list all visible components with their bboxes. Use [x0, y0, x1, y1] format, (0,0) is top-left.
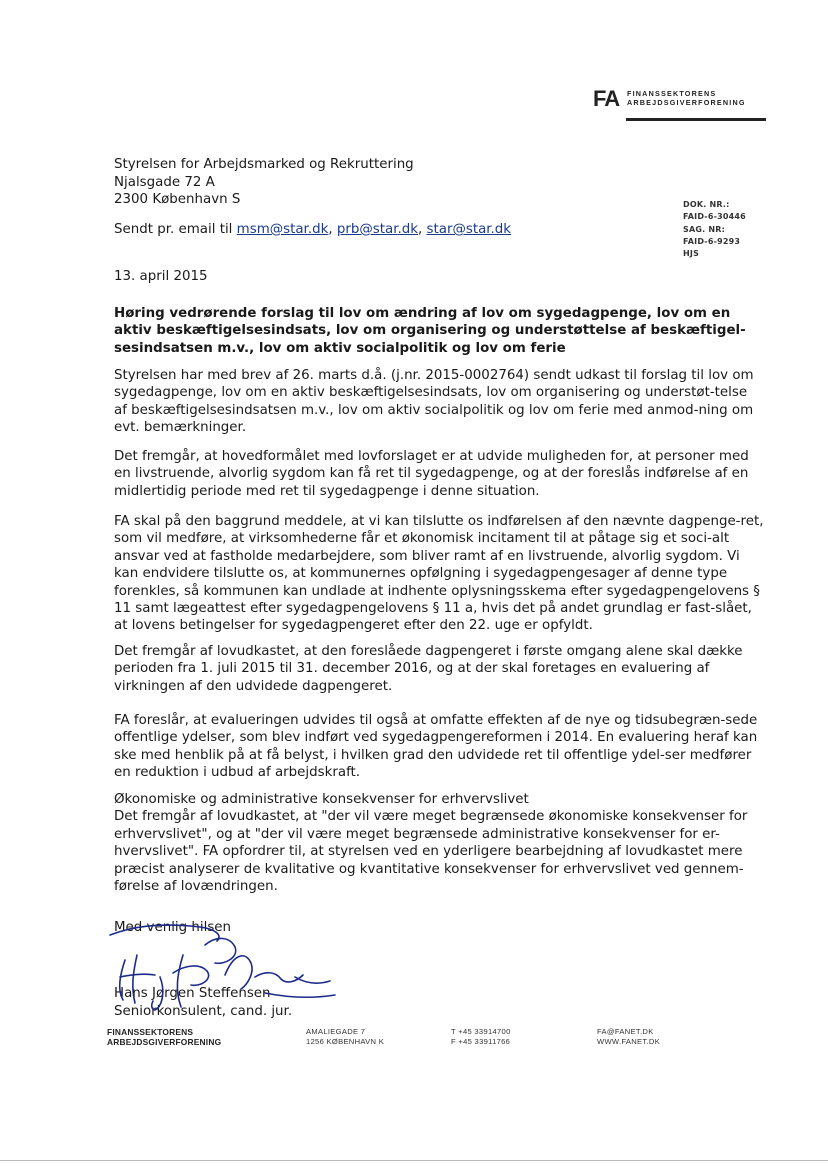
paragraph-3 [114, 513, 764, 635]
sag-value: FAID-6-9293 [683, 236, 741, 246]
paragraph-1 [114, 367, 764, 437]
footer-website[interactable]: WWW.FANET.DK [597, 1037, 661, 1046]
paragraph-4 [114, 643, 764, 695]
paragraph-5-text: FA foreslår, at evalueringen udvides til også at omfatte effekten af de nye og tidsubegræn-sede offentlige ydelser, som blev indført ved sygedagpengereformen i 2014. En evaluering heraf kan ske med henblik på at få belyst, i hvilken grad den udvidede ret til offentlige ydel-ser medfører en reduktion i udbud af arbejdskraft. [114, 713, 758, 781]
handwritten-signature [105, 915, 345, 1015]
footer-address [306, 1027, 384, 1047]
logo-bar [626, 118, 766, 121]
subject-heading: Høring vedrørende forslag til lov om ændring af lov om sygedagpenge, lov om en aktiv beskæftigelsesindsats, lov om organisering og understøttelse af beskæftigel-sesindsatsen m.v., lov om aktiv socialpolitik og lov om ferie [114, 306, 746, 356]
logo-line-1: FINANSSEKTORENS [627, 89, 717, 98]
closing-greeting: Med venlig hilsen [114, 920, 232, 935]
logo-line-2: ARBEJDSGIVERFORENING [627, 98, 746, 107]
footer-phone [451, 1027, 511, 1047]
letter-date: 13. april 2015 [114, 269, 208, 284]
dok-label: DOK. NR.: [683, 200, 730, 209]
paragraph-6-heading: Økonomiske og administrative konsekvenser for erhvervslivet [114, 792, 529, 807]
signatory-title: Seniorkonsulent, cand. jur. [114, 1004, 293, 1019]
paragraph-3-text: FA skal på den baggrund meddele, at vi kan tilslutte os indførelsen af den nævnte dagpenge-ret, som vil medføre, at virksomhederne får et økonomisk incitament til at påtage sig et soci-alt ansvar ved at fastholde medarbejdere, som bliver ramt af en livstruende, alvorlig sygdom. Vi kan endvidere tilslutte os, at kommunernes opfølgning i sygedagpengesager af denne type forenkles, så kommunen kan undlade at indhente oplysningsskema efter sygedagpengelovens § 11 samt lægeattest efter sygedagpengelovens § 11 a, hvis det på andet grundlag er fast-slået, at lovens betingelser for sygedagpengeret efter den 22. uge er opfyldt. [114, 514, 764, 634]
sag-label: SAG. NR: [683, 224, 725, 234]
footer-street: AMALIEGADE 7 [306, 1027, 366, 1036]
paragraph-4-text: Det fremgår af lovudkastet, at den foreslåede dagpengeret i første omgang alene skal dække perioden fra 1. juli 2015 til 31. december 2016, og at der skal foretages en evaluering af virkningen af den udvidede dagpengeret. [114, 644, 743, 694]
signatory-name: Hans Jørgen Steffensen [114, 986, 271, 1001]
footer-telephone: T +45 33914700 [451, 1027, 511, 1036]
sent-by-email: Sendt pr. email til msm@star.dk, prb@star.dk, star@star.dk [114, 222, 512, 237]
fa-logo [593, 86, 773, 131]
footer-email[interactable]: FA@FANET.DK [597, 1027, 654, 1036]
paragraph-2 [114, 448, 764, 500]
logo-abbreviation: FA [593, 86, 620, 111]
paragraph-2-text: Det fremgår, at hovedformålet med lovforslaget er at udvide muligheden for, at personer med en livstruende, alvorlig sygdom kan få ret til sygedagpenge, og at der foreslås indførelse af en midlertidig periode med ret til sygedagpenge i denne situation. [114, 449, 749, 499]
sent-prefix: Sendt pr. email til [114, 222, 233, 237]
dok-value: FAID-6-30446 [683, 212, 746, 222]
email-link-prb[interactable]: prb@star.dk [336, 222, 418, 237]
recipient-line-3: 2300 København S [114, 192, 241, 207]
footer-organisation [107, 1027, 221, 1047]
footer-org-line-1: FINANSSEKTORENS [107, 1027, 194, 1037]
footer-fax: F +45 33911766 [451, 1037, 511, 1046]
recipient-line-1: Styrelsen for Arbejdsmarked og Rekruttering [114, 157, 414, 172]
email-link-star[interactable]: star@star.dk [426, 222, 512, 237]
footer-org-line-2: ARBEJDSGIVERFORENING [107, 1037, 222, 1047]
page-bottom-divider [0, 1160, 828, 1161]
paragraph-6 [114, 791, 764, 895]
paragraph-6-text: Det fremgår af lovudkastet, at "der vil være meget begrænsede økonomiske konsekvenser for erhvervslivet", og at "der vil være meget begrænsede administrative konsekvenser for er-hvervslivet". FA opfordrer til, at styrelsen ved en yderligere bearbejdning af lovudkastet mere præcist analyserer de kvalitative og kvantitative konsekvenser for erhvervslivet ved gennem-førelse af lovændringen. [114, 809, 748, 895]
email-link-msm[interactable]: msm@star.dk [236, 222, 329, 237]
recipient-line-2: Njalsgade 72 A [114, 174, 215, 190]
reference-block [683, 199, 746, 260]
footer-city: 1256 KØBENHAVN K [306, 1037, 385, 1046]
recipient-address [114, 156, 414, 209]
paragraph-1-text: Styrelsen har med brev af 26. marts d.å. (j.nr. 2015-0002764) sendt udkast til forslag til lov om sygedagpenge, lov om en aktiv beskæftigelsesindsats, lov om organisering og understøt-telse af beskæftigelsesindsatsen m.v., lov om aktiv socialpolitik og lov om ferie med anmod-ning om evt. bemærkninger. [114, 368, 754, 436]
initials: HJS [683, 249, 700, 259]
footer-contact [597, 1027, 660, 1047]
paragraph-5 [114, 712, 764, 782]
